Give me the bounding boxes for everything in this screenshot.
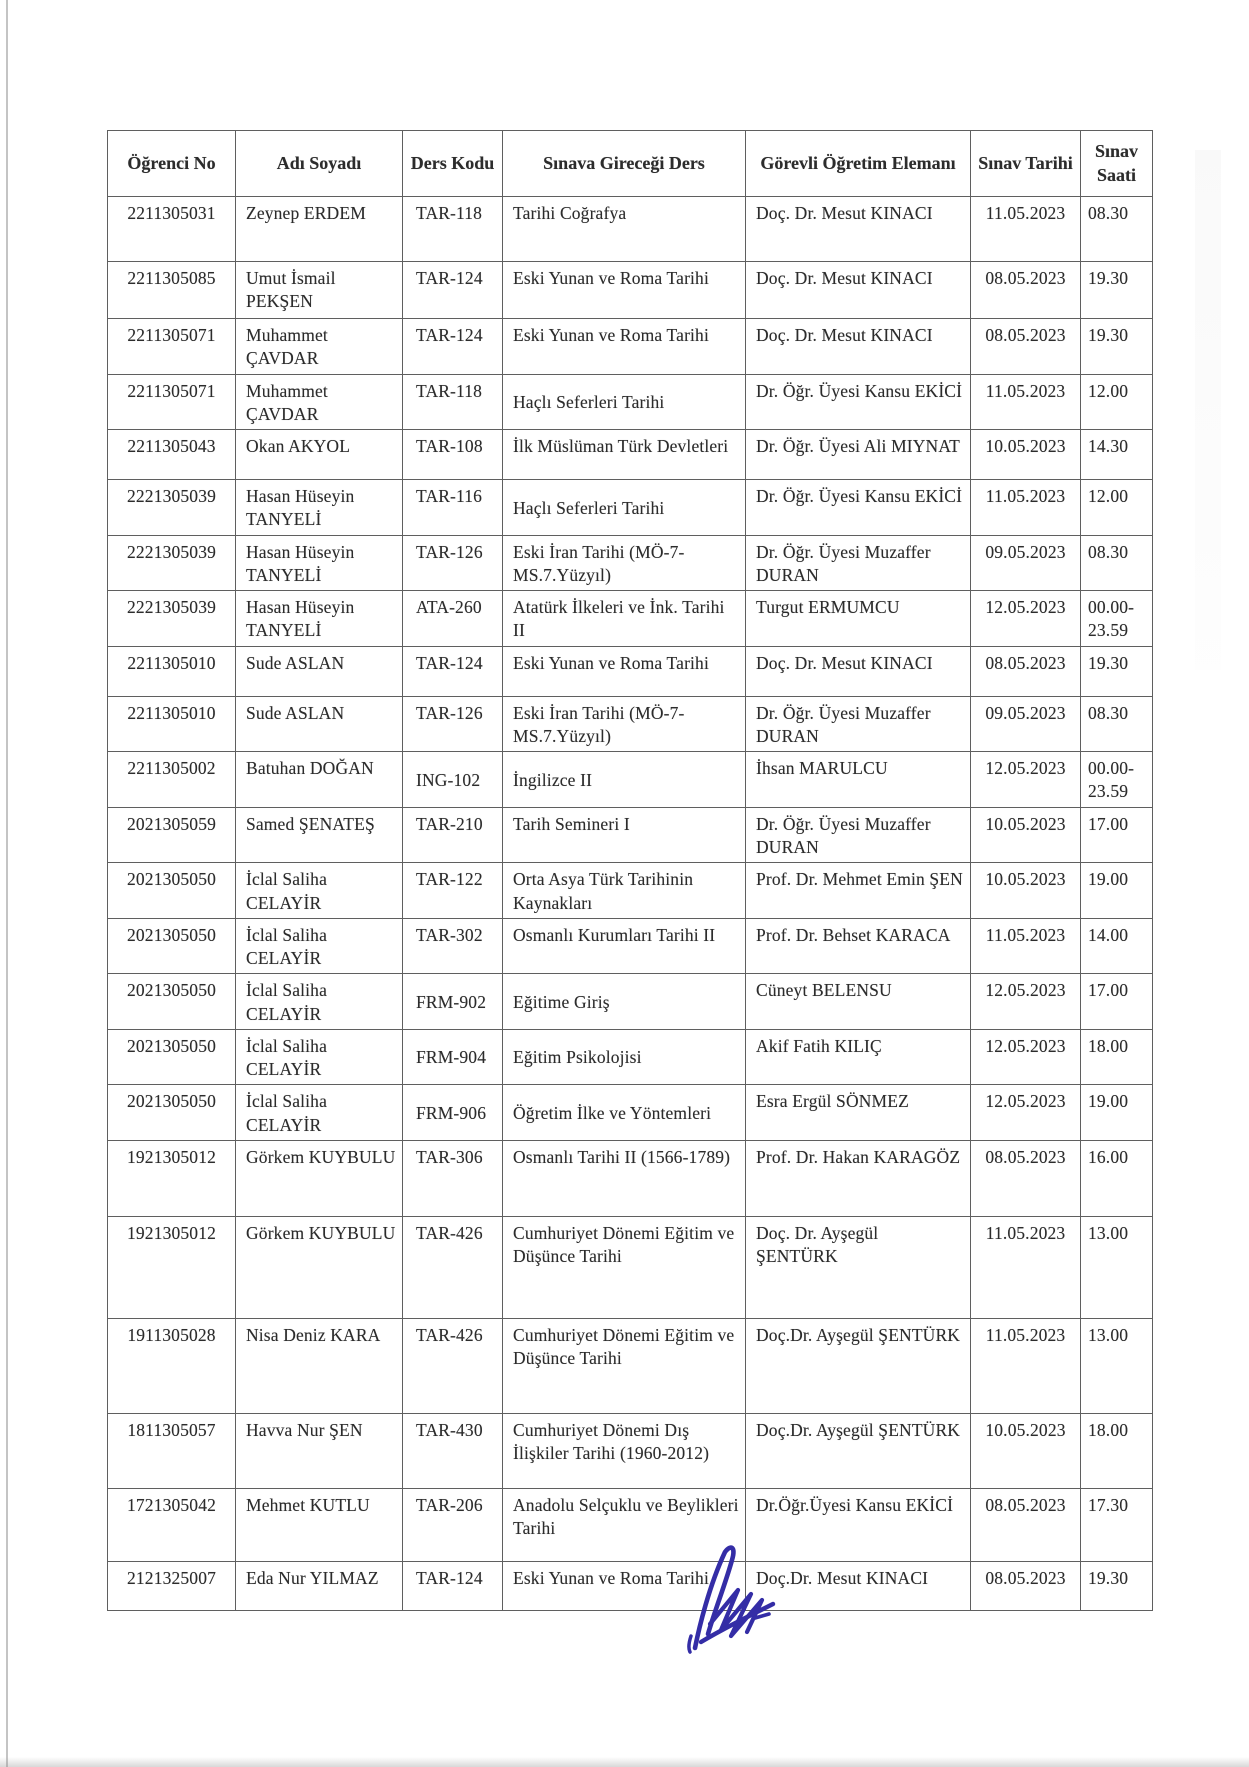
table-cell: TAR-210 [403,807,503,863]
table-cell: 10.05.2023 [971,1413,1081,1488]
table-cell: 2221305039 [108,591,236,647]
table-cell: 2021305050 [108,918,236,974]
table-row [108,918,1153,974]
table-row [108,430,1153,480]
table-cell: İclal Saliha CELAYİR [236,918,403,974]
exam-table-body [108,197,1153,1611]
table-cell: Dr. Öğr. Üyesi Kansu EKİCİ [746,480,971,536]
scan-edge-artifact-bottom [0,1757,1249,1767]
table-header [108,131,1153,197]
table-cell: Dr. Öğr. Üyesi Muzaffer DURAN [746,696,971,752]
table-cell: 2221305039 [108,535,236,591]
table-cell: Cumhuriyet Dönemi Eğitim ve Düşünce Tarihi [503,1216,746,1318]
table-row [108,646,1153,696]
table-cell: 11.05.2023 [971,480,1081,536]
table-cell: TAR-430 [403,1413,503,1488]
table-cell: 18.00 [1081,1413,1153,1488]
table-cell: 11.05.2023 [971,1318,1081,1413]
table-cell: 12.05.2023 [971,1085,1081,1141]
table-cell: 12.05.2023 [971,974,1081,1030]
table-cell: Tarih Semineri I [503,807,746,863]
table-cell: Nisa Deniz KARA [236,1318,403,1413]
table-cell: Sude ASLAN [236,696,403,752]
table-cell: 19.30 [1081,646,1153,696]
table-cell: Öğretim İlke ve Yöntemleri [503,1085,746,1141]
table-cell: TAR-124 [403,319,503,375]
table-cell: FRM-906 [403,1085,503,1141]
table-row [108,1488,1153,1561]
table-cell: 2121325007 [108,1561,236,1610]
table-cell: Doç. Dr. Mesut KINACI [746,319,971,375]
table-row [108,1318,1153,1413]
table-cell: FRM-902 [403,974,503,1030]
table-cell: Hasan Hüseyin TANYELİ [236,591,403,647]
table-cell: TAR-306 [403,1140,503,1216]
table-row [108,974,1153,1030]
table-cell: 08.30 [1081,535,1153,591]
table-cell: TAR-108 [403,430,503,480]
table-cell: 1811305057 [108,1413,236,1488]
header-adi-soyadi: Adı Soyadı [236,131,403,197]
header-gorevli-ogretim-elemani: Görevli Öğretim Elemanı [746,131,971,197]
header-ogrenci-no: Öğrenci No [108,131,236,197]
table-row [108,480,1153,536]
table-cell: 11.05.2023 [971,1216,1081,1318]
table-cell: TAR-124 [403,646,503,696]
table-cell: TAR-206 [403,1488,503,1561]
table-cell: Eski Yunan ve Roma Tarihi [503,1561,746,1610]
table-cell: Osmanlı Tarihi II (1566-1789) [503,1140,746,1216]
table-cell: Doç. Dr. Mesut KINACI [746,646,971,696]
table-cell: Mehmet KUTLU [236,1488,403,1561]
table-cell: Esra Ergül SÖNMEZ [746,1085,971,1141]
table-row [108,1413,1153,1488]
table-cell: 11.05.2023 [971,197,1081,262]
table-row [108,262,1153,319]
table-cell: 17.00 [1081,974,1153,1030]
table-cell: Cumhuriyet Dönemi Dış İlişkiler Tarihi (1960-2012) [503,1413,746,1488]
table-row [108,752,1153,808]
table-cell: 08.05.2023 [971,1140,1081,1216]
table-cell: 08.30 [1081,197,1153,262]
table-cell: Hasan Hüseyin TANYELİ [236,480,403,536]
table-cell: 2211305010 [108,696,236,752]
table-cell: Orta Asya Türk Tarihinin Kaynakları [503,863,746,919]
scan-smudge-artifact [1195,150,1221,670]
table-cell: 1721305042 [108,1488,236,1561]
table-cell: 2021305050 [108,863,236,919]
table-cell: 2021305050 [108,1029,236,1085]
table-row [108,1085,1153,1141]
table-row [108,807,1153,863]
table-row [108,319,1153,375]
table-cell: Hasan Hüseyin TANYELİ [236,535,403,591]
table-cell: 00.00-23.59 [1081,591,1153,647]
table-cell: ATA-260 [403,591,503,647]
table-cell: İlk Müslüman Türk Devletleri [503,430,746,480]
table-cell: Sude ASLAN [236,646,403,696]
table-cell: 19.00 [1081,863,1153,919]
table-row [108,1029,1153,1085]
table-cell: Görkem KUYBULU [236,1216,403,1318]
table-cell: Doç.Dr. Ayşegül ŞENTÜRK [746,1413,971,1488]
table-cell: 17.30 [1081,1488,1153,1561]
table-cell: Cumhuriyet Dönemi Eğitim ve Düşünce Tarihi [503,1318,746,1413]
table-cell: Muhammet ÇAVDAR [236,319,403,375]
table-cell: Tarihi Coğrafya [503,197,746,262]
table-cell: 2021305050 [108,1085,236,1141]
table-cell: 00.00-23.59 [1081,752,1153,808]
table-cell: 19.30 [1081,319,1153,375]
table-cell: 2211305071 [108,374,236,430]
table-cell: Turgut ERMUMCU [746,591,971,647]
table-cell: Batuhan DOĞAN [236,752,403,808]
table-cell: 19.30 [1081,262,1153,319]
table-cell: 1921305012 [108,1140,236,1216]
table-cell: 2211305002 [108,752,236,808]
table-cell: Atatürk İlkeleri ve İnk. Tarihi II [503,591,746,647]
table-cell: Dr. Öğr. Üyesi Muzaffer DURAN [746,535,971,591]
table-cell: 09.05.2023 [971,535,1081,591]
table-row [108,1216,1153,1318]
exam-schedule-table [107,130,1153,1611]
table-row [108,374,1153,430]
table-cell: 19.30 [1081,1561,1153,1610]
table-cell: Dr. Öğr. Üyesi Ali MIYNAT [746,430,971,480]
table-cell: 14.30 [1081,430,1153,480]
table-cell: 2021305059 [108,807,236,863]
table-cell: Okan AKYOL [236,430,403,480]
table-cell: 16.00 [1081,1140,1153,1216]
table-cell: 2211305085 [108,262,236,319]
table-cell: Anadolu Selçuklu ve Beylikleri Tarihi [503,1488,746,1561]
table-cell: Eski İran Tarihi (MÖ-7-MS.7.Yüzyıl) [503,535,746,591]
table-cell: 10.05.2023 [971,807,1081,863]
table-cell: Dr.Öğr.Üyesi Kansu EKİCİ [746,1488,971,1561]
table-cell: Haçlı Seferleri Tarihi [503,480,746,536]
table-cell: İclal Saliha CELAYİR [236,1085,403,1141]
table-cell: 08.05.2023 [971,319,1081,375]
table-cell: Prof. Dr. Behset KARACA [746,918,971,974]
table-cell: TAR-126 [403,696,503,752]
table-cell: 11.05.2023 [971,374,1081,430]
table-cell: 1911305028 [108,1318,236,1413]
table-cell: Doç. Dr. Ayşegül ŞENTÜRK [746,1216,971,1318]
signature-scribble [681,1544,783,1662]
table-cell: 09.05.2023 [971,696,1081,752]
table-cell: 19.00 [1081,1085,1153,1141]
table-cell: 10.05.2023 [971,863,1081,919]
table-cell: Doç. Dr. Mesut KINACI [746,262,971,319]
table-cell: İclal Saliha CELAYİR [236,974,403,1030]
table-cell: İngilizce II [503,752,746,808]
table-cell: 2021305050 [108,974,236,1030]
table-cell: 2211305071 [108,319,236,375]
table-cell: Eski İran Tarihi (MÖ-7-MS.7.Yüzyıl) [503,696,746,752]
table-cell: 2211305010 [108,646,236,696]
table-cell: 12.05.2023 [971,752,1081,808]
table-row [108,696,1153,752]
table-cell: Eski Yunan ve Roma Tarihi [503,262,746,319]
header-sinava-girecegi-ders: Sınava Gireceği Ders [503,131,746,197]
table-cell: Doç.Dr. Mesut KINACI [746,1561,971,1610]
table-cell: Umut İsmail PEKŞEN [236,262,403,319]
table-cell: 11.05.2023 [971,918,1081,974]
table-cell: TAR-124 [403,1561,503,1610]
table-cell: 1921305012 [108,1216,236,1318]
table-cell: 12.00 [1081,480,1153,536]
table-cell: Muhammet ÇAVDAR [236,374,403,430]
table-cell: 10.05.2023 [971,430,1081,480]
table-cell: TAR-118 [403,197,503,262]
table-cell: ING-102 [403,752,503,808]
table-cell: 17.00 [1081,807,1153,863]
table-cell: Eda Nur YILMAZ [236,1561,403,1610]
table-cell: 18.00 [1081,1029,1153,1085]
table-row [108,591,1153,647]
table-cell: Prof. Dr. Hakan KARAGÖZ [746,1140,971,1216]
table-cell: FRM-904 [403,1029,503,1085]
table-cell: 12.05.2023 [971,591,1081,647]
table-cell: 08.05.2023 [971,646,1081,696]
table-cell: Cüneyt BELENSU [746,974,971,1030]
table-cell: 08.30 [1081,696,1153,752]
table-row [108,1140,1153,1216]
table-row [108,1561,1153,1610]
table-cell: TAR-124 [403,262,503,319]
table-cell: Dr. Öğr. Üyesi Muzaffer DURAN [746,807,971,863]
table-cell: Eski Yunan ve Roma Tarihi [503,319,746,375]
table-cell: 13.00 [1081,1216,1153,1318]
table-cell: Prof. Dr. Mehmet Emin ŞEN [746,863,971,919]
table-cell: Eğitim Psikolojisi [503,1029,746,1085]
table-cell: İhsan MARULCU [746,752,971,808]
table-cell: TAR-116 [403,480,503,536]
table-cell: 2221305039 [108,480,236,536]
table-cell: Eski Yunan ve Roma Tarihi [503,646,746,696]
table-cell: TAR-126 [403,535,503,591]
table-cell: Doç.Dr. Ayşegül ŞENTÜRK [746,1318,971,1413]
table-cell: 12.05.2023 [971,1029,1081,1085]
table-cell: Dr. Öğr. Üyesi Kansu EKİCİ [746,374,971,430]
table-cell: Haçlı Seferleri Tarihi [503,374,746,430]
header-row [108,131,1153,197]
header-sinav-tarihi: Sınav Tarihi [971,131,1081,197]
table-cell: 08.05.2023 [971,1488,1081,1561]
table-cell: 14.00 [1081,918,1153,974]
table-cell: İclal Saliha CELAYİR [236,863,403,919]
table-cell: TAR-426 [403,1216,503,1318]
table-cell: Görkem KUYBULU [236,1140,403,1216]
table-cell: 08.05.2023 [971,262,1081,319]
header-sinav-saati: Sınav Saati [1081,131,1153,197]
table-cell: Osmanlı Kurumları Tarihi II [503,918,746,974]
table-row [108,197,1153,262]
table-cell: 2211305031 [108,197,236,262]
table-cell: 2211305043 [108,430,236,480]
table-cell: Akif Fatih KILIÇ [746,1029,971,1085]
table-cell: TAR-122 [403,863,503,919]
table-cell: Eğitime Giriş [503,974,746,1030]
table-cell: Havva Nur ŞEN [236,1413,403,1488]
table-cell: Samed ŞENATEŞ [236,807,403,863]
table-row [108,863,1153,919]
header-ders-kodu: Ders Kodu [403,131,503,197]
scan-edge-artifact-left [6,0,8,1767]
table-cell: TAR-118 [403,374,503,430]
table-cell: Zeynep ERDEM [236,197,403,262]
table-cell: İclal Saliha CELAYİR [236,1029,403,1085]
table-cell: 13.00 [1081,1318,1153,1413]
table-cell: TAR-426 [403,1318,503,1413]
table-cell: Doç. Dr. Mesut KINACI [746,197,971,262]
table-cell: 12.00 [1081,374,1153,430]
table-cell: TAR-302 [403,918,503,974]
table-row [108,535,1153,591]
table-cell: 08.05.2023 [971,1561,1081,1610]
